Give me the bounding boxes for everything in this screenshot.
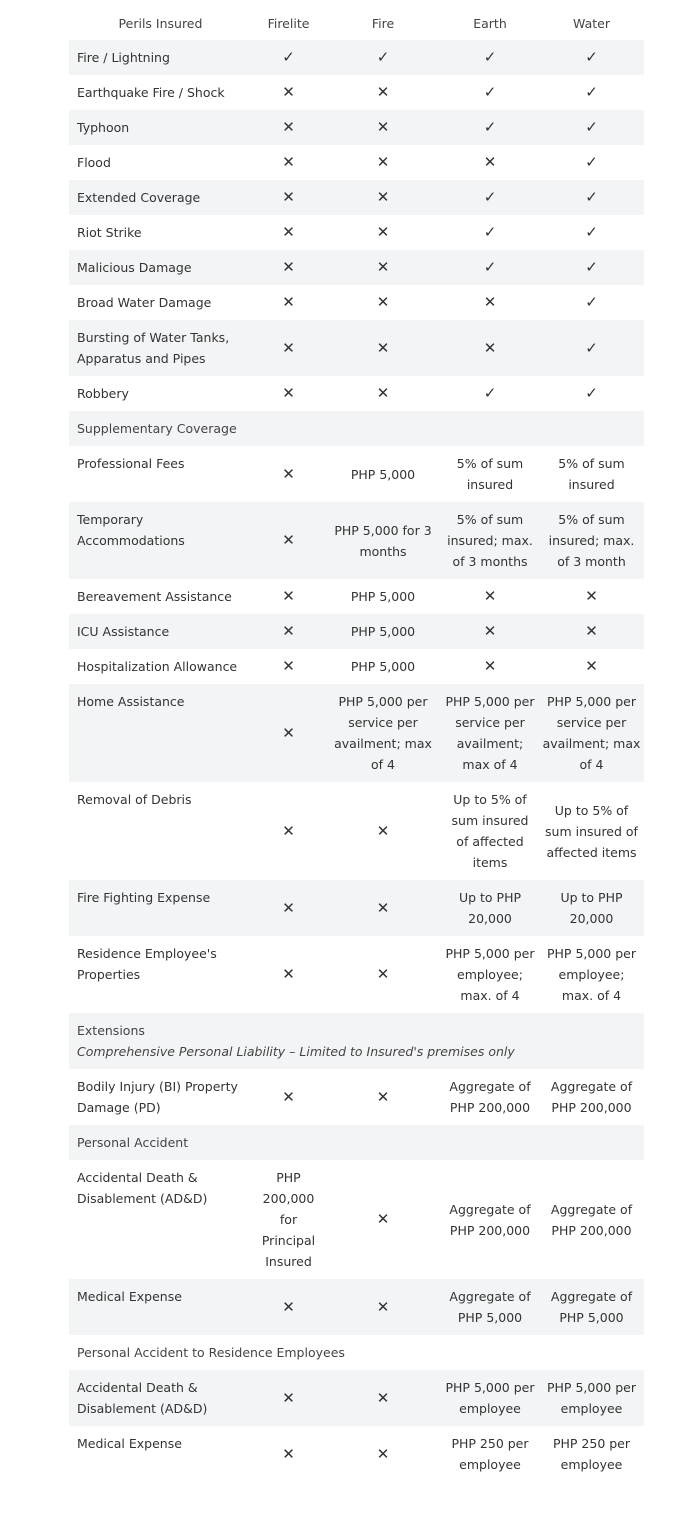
cell-water: 5% of sum insured; max. of 3 month <box>539 502 644 579</box>
peril-label: Bursting of Water Tanks, Apparatus and Pipes <box>69 320 252 376</box>
table-row <box>69 1069 644 1125</box>
cell-water <box>539 376 644 411</box>
check-icon: ✓ <box>585 153 598 171</box>
cell-fire <box>325 1279 441 1335</box>
check-icon: ✓ <box>585 258 598 276</box>
check-icon: ✓ <box>585 83 598 101</box>
cell-water <box>539 649 644 684</box>
cell-firelite <box>252 285 325 320</box>
cell-firelite <box>252 215 325 250</box>
cross-icon: ✕ <box>282 118 295 136</box>
cell-fire <box>325 285 441 320</box>
cell-fire <box>325 110 441 145</box>
cell-earth <box>441 579 539 614</box>
cross-icon: ✕ <box>376 188 390 206</box>
table-row <box>69 1426 644 1482</box>
cross-icon: ✕ <box>585 657 598 675</box>
cell-firelite <box>252 684 325 782</box>
cell-fire <box>325 145 441 180</box>
cell-fire: PHP 5,000 <box>350 659 416 674</box>
cell-earth: PHP 5,000 per service per availment; max of 4 <box>441 684 539 782</box>
cell-water: PHP 5,000 per service per availment; max of 4 <box>539 684 644 782</box>
check-icon: ✓ <box>483 223 497 241</box>
check-icon: ✓ <box>483 258 497 276</box>
cell-firelite <box>252 614 325 649</box>
cross-icon: ✕ <box>282 723 295 742</box>
peril-label: Malicious Damage <box>69 250 252 285</box>
cell-earth <box>441 40 539 75</box>
cell-water <box>539 215 644 250</box>
table-row <box>69 75 644 110</box>
peril-label: Accidental Death & Disablement (AD&D) <box>69 1370 252 1426</box>
cell-water: Aggregate of PHP 200,000 <box>550 1079 633 1115</box>
cell-water <box>539 320 644 376</box>
table-row <box>69 1279 644 1335</box>
cross-icon: ✕ <box>282 1388 295 1407</box>
cell-fire <box>325 250 441 285</box>
header-firelite: Firelite <box>267 16 310 31</box>
cell-water <box>539 75 644 110</box>
cell-firelite <box>252 936 325 1013</box>
cell-firelite <box>252 1279 325 1335</box>
cross-icon: ✕ <box>282 1297 295 1316</box>
cross-icon: ✕ <box>376 153 390 171</box>
table-row <box>69 684 644 782</box>
cell-water <box>539 579 644 614</box>
cross-icon: ✕ <box>282 622 295 640</box>
table-row <box>69 579 644 614</box>
section-row <box>69 1335 644 1370</box>
peril-label: Medical Expense <box>77 1436 182 1451</box>
peril-label: Extended Coverage <box>69 180 252 215</box>
cross-icon: ✕ <box>483 293 497 311</box>
cross-icon: ✕ <box>376 338 390 357</box>
cell-firelite <box>252 376 325 411</box>
table-row <box>69 320 644 376</box>
peril-label: Riot Strike <box>77 225 142 240</box>
cell-water: PHP 5,000 per employee; max. of 4 <box>547 946 636 1003</box>
cross-icon: ✕ <box>585 587 598 605</box>
check-icon: ✓ <box>483 48 497 66</box>
section-label: Supplementary Coverage <box>77 421 237 436</box>
cell-firelite <box>252 502 325 579</box>
peril-label: Fire Fighting Expense <box>69 880 252 936</box>
peril-label: Bodily Injury (BI) Property Damage (PD) <box>77 1079 238 1115</box>
cross-icon: ✕ <box>376 1297 390 1316</box>
cell-earth <box>441 250 539 285</box>
cell-fire <box>325 376 441 411</box>
cell-water <box>539 40 644 75</box>
peril-label: Hospitalization Allowance <box>77 659 238 674</box>
cross-icon: ✕ <box>483 338 497 357</box>
cross-icon: ✕ <box>282 223 295 241</box>
cross-icon: ✕ <box>282 1444 295 1463</box>
check-icon: ✓ <box>585 118 598 136</box>
cross-icon: ✕ <box>282 657 295 675</box>
table-row <box>69 180 644 215</box>
section-label: Personal Accident to Residence Employees <box>77 1345 345 1360</box>
cell-earth <box>441 110 539 145</box>
cell-fire <box>325 1069 441 1125</box>
cell-earth <box>441 215 539 250</box>
cross-icon: ✕ <box>282 965 295 983</box>
section-row <box>69 411 644 446</box>
cell-earth: 5% of sum insured <box>456 456 524 492</box>
perils-table-container <box>69 6 644 1482</box>
peril-label: Home Assistance <box>69 684 252 782</box>
cell-fire <box>325 320 441 376</box>
cross-icon: ✕ <box>376 258 390 276</box>
section-cell <box>69 1013 644 1069</box>
cell-fire <box>325 936 441 1013</box>
cross-icon: ✕ <box>376 1444 390 1463</box>
cross-icon: ✕ <box>282 188 295 206</box>
cell-earth <box>441 649 539 684</box>
perils-insured-table <box>69 6 644 1482</box>
check-icon: ✓ <box>282 48 295 66</box>
table-row <box>69 376 644 411</box>
cross-icon: ✕ <box>376 1087 390 1106</box>
cell-earth <box>441 285 539 320</box>
cross-icon: ✕ <box>282 531 295 549</box>
section-cell <box>69 1335 644 1370</box>
peril-label: Medical Expense <box>69 1279 252 1335</box>
cross-icon: ✕ <box>585 622 598 640</box>
cross-icon: ✕ <box>483 153 497 171</box>
check-icon: ✓ <box>483 384 497 402</box>
table-row <box>69 145 644 180</box>
cell-earth: Aggregate of PHP 200,000 <box>449 1201 531 1238</box>
check-icon: ✓ <box>376 48 390 66</box>
cell-earth: PHP 5,000 per employee <box>441 1370 539 1426</box>
table-row <box>69 649 644 684</box>
cell-earth <box>441 376 539 411</box>
table-row <box>69 614 644 649</box>
peril-label: Broad Water Damage <box>77 295 212 310</box>
cross-icon: ✕ <box>483 657 497 675</box>
peril-label: Robbery <box>77 386 129 401</box>
cell-fire <box>325 40 441 75</box>
cross-icon: ✕ <box>376 898 390 917</box>
cell-water: PHP 250 per employee <box>552 1436 631 1472</box>
check-icon: ✓ <box>483 83 497 101</box>
cell-firelite <box>252 649 325 684</box>
cross-icon: ✕ <box>376 965 390 983</box>
section-sublabel: Comprehensive Personal Liability – Limited to Insured's premises only <box>77 1044 515 1059</box>
cross-icon: ✕ <box>376 1388 390 1407</box>
cell-firelite <box>252 145 325 180</box>
cell-firelite <box>252 1426 325 1482</box>
table-row <box>69 285 644 320</box>
section-cell <box>69 411 644 446</box>
cell-water <box>539 145 644 180</box>
cell-earth: 5% of sum insured; max. of 3 months <box>441 502 539 579</box>
cell-firelite <box>252 320 325 376</box>
header-water: Water <box>573 16 610 31</box>
cell-water <box>539 110 644 145</box>
check-icon: ✓ <box>585 188 598 206</box>
cell-fire <box>325 180 441 215</box>
cell-firelite <box>252 782 325 880</box>
cell-fire <box>325 1370 441 1426</box>
cell-earth: Aggregate of PHP 5,000 <box>441 1279 539 1335</box>
cell-earth: Aggregate of PHP 200,000 <box>449 1079 531 1115</box>
cross-icon: ✕ <box>282 338 295 357</box>
cross-icon: ✕ <box>483 622 497 640</box>
cross-icon: ✕ <box>376 821 390 840</box>
table-row <box>69 502 644 579</box>
cell-water <box>539 250 644 285</box>
section-row <box>69 1013 644 1069</box>
table-row <box>69 110 644 145</box>
table-row <box>69 1160 644 1279</box>
cell-earth: PHP 250 per employee <box>451 1436 529 1472</box>
cell-water: Up to PHP 20,000 <box>539 880 644 936</box>
header-earth: Earth <box>473 16 507 31</box>
cell-earth <box>441 180 539 215</box>
cell-earth <box>441 320 539 376</box>
cross-icon: ✕ <box>376 223 390 241</box>
header-fire: Fire <box>371 16 395 31</box>
cell-fire: PHP 5,000 <box>325 614 441 649</box>
cell-water: Aggregate of PHP 200,000 <box>550 1201 633 1238</box>
cross-icon: ✕ <box>376 83 390 101</box>
cell-earth <box>441 614 539 649</box>
table-row <box>69 215 644 250</box>
peril-label: Bereavement Assistance <box>77 589 232 604</box>
peril-label: ICU Assistance <box>69 614 252 649</box>
cell-fire <box>325 782 441 880</box>
cross-icon: ✕ <box>282 258 295 276</box>
table-row <box>69 446 644 502</box>
section-row <box>69 1125 644 1160</box>
cell-firelite <box>252 579 325 614</box>
cell-earth: Up to 5% of sum insured of affected items <box>451 792 529 870</box>
section-cell <box>69 1125 644 1160</box>
cross-icon: ✕ <box>282 898 295 917</box>
cross-icon: ✕ <box>376 293 390 311</box>
cell-earth <box>441 75 539 110</box>
table-row <box>69 880 644 936</box>
cell-fire <box>325 880 441 936</box>
cell-firelite <box>252 250 325 285</box>
cell-fire: PHP 5,000 <box>350 589 416 604</box>
cross-icon: ✕ <box>282 821 295 840</box>
table-row <box>69 250 644 285</box>
cross-icon: ✕ <box>376 1210 390 1228</box>
header-perils: Perils Insured <box>118 16 203 31</box>
cell-earth: Up to PHP 20,000 <box>441 880 539 936</box>
cross-icon: ✕ <box>282 384 295 402</box>
cell-firelite <box>252 110 325 145</box>
peril-label: Professional Fees <box>77 456 185 471</box>
cross-icon: ✕ <box>376 384 390 402</box>
check-icon: ✓ <box>483 118 497 136</box>
cell-firelite <box>252 880 325 936</box>
check-icon: ✓ <box>585 338 598 357</box>
cell-firelite <box>252 40 325 75</box>
check-icon: ✓ <box>585 223 598 241</box>
cell-fire: PHP 5,000 <box>350 466 416 482</box>
section-label: Extensions <box>77 1023 145 1038</box>
peril-label: Removal of Debris <box>77 792 192 807</box>
table-row <box>69 936 644 1013</box>
check-icon: ✓ <box>585 293 598 311</box>
cell-firelite: PHP 200,000 for Principal Insured <box>261 1170 316 1269</box>
cell-water <box>539 614 644 649</box>
cell-fire <box>325 1426 441 1482</box>
check-icon: ✓ <box>585 384 598 402</box>
cross-icon: ✕ <box>282 83 295 101</box>
header-row <box>69 6 644 40</box>
peril-label: Earthquake Fire / Shock <box>77 85 225 100</box>
peril-label: Fire / Lightning <box>69 40 252 75</box>
check-icon: ✓ <box>585 48 598 66</box>
cell-fire <box>325 75 441 110</box>
peril-label: Accidental Death & Disablement (AD&D) <box>77 1170 208 1206</box>
cell-water: 5% of sum insured <box>558 456 625 492</box>
cell-fire <box>325 215 441 250</box>
section-label: Personal Accident <box>77 1135 189 1150</box>
cell-firelite <box>252 1069 325 1125</box>
cross-icon: ✕ <box>282 293 295 311</box>
cell-water: Up to 5% of sum insured of affected items <box>545 802 638 860</box>
cross-icon: ✕ <box>282 587 295 605</box>
cross-icon: ✕ <box>483 587 497 605</box>
cell-water <box>539 285 644 320</box>
cell-firelite <box>252 75 325 110</box>
cross-icon: ✕ <box>282 153 295 171</box>
cell-firelite <box>252 180 325 215</box>
peril-label: Temporary Accommodations <box>69 502 252 579</box>
table-row <box>69 782 644 880</box>
peril-label: Flood <box>77 155 111 170</box>
cross-icon: ✕ <box>376 118 390 136</box>
cell-firelite <box>252 1370 325 1426</box>
peril-label: Residence Employee's Properties <box>77 946 217 982</box>
cell-water: PHP 5,000 per employee <box>539 1370 644 1426</box>
cell-water <box>539 180 644 215</box>
cell-fire: PHP 5,000 for 3 months <box>325 502 441 579</box>
cell-firelite <box>252 446 325 502</box>
cell-fire: PHP 5,000 per service per availment; max of 4 <box>325 684 441 782</box>
cell-fire <box>325 1160 441 1279</box>
cell-water: Aggregate of PHP 5,000 <box>539 1279 644 1335</box>
table-row <box>69 1370 644 1426</box>
check-icon: ✓ <box>483 188 497 206</box>
cross-icon: ✕ <box>282 464 295 483</box>
peril-label: Typhoon <box>69 110 252 145</box>
cell-earth <box>441 145 539 180</box>
cell-earth: PHP 5,000 per employee; max. of 4 <box>445 946 535 1003</box>
cross-icon: ✕ <box>282 1087 295 1106</box>
table-row <box>69 40 644 75</box>
